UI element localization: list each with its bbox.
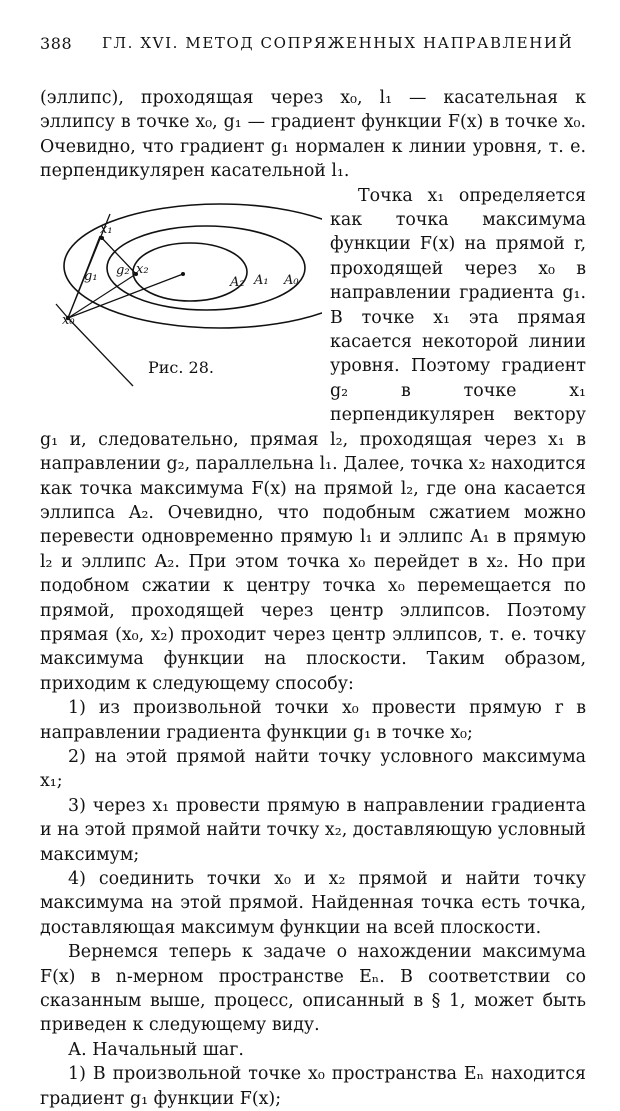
label-x1: x₁ [100, 221, 113, 237]
label-a0: A₀ [284, 272, 299, 288]
step-a-heading: А. Начальный шаг. [68, 1039, 244, 1060]
figure-28 [40, 188, 322, 410]
label-x2: x₂ [136, 261, 149, 277]
list-item-1: 1) из произвольной точки x₀ провести прямую r в направлении градиента функции g₁ в точке x₀; [40, 698, 586, 743]
paragraph-2: Точка x₁ определяется как точка максимума функции F(x) на прямой r, проходящей через x₀ в направлении градиента g₁. В точке x₁ эта прямая касается некоторой линии уровня. Поэтому градиент g₂ в точке x₁ перпендикулярен вектору g₁ и, следовательно, прямая l₂, проходящая через x₁ в направлении g₂, параллельна l₁. Далее, точка x₂ находится как точка максимума F(x) на прямой l₂, где она касается эллипса A₂. Очевидно, что подобным сжатием можно перевести одновременно прямую l₁ и эллипс A₁ в прямую l₂ и эллипс A₂. При этом точка x₀ перейдет в x₂. Но при подобном сжатии к центру точка x₀ перемещается по прямой, проходящей через центр эллипсов. Поэтому прямая (x₀, x₂) проходит через центр эллипсов, т. е. точку максимума функции на плоскости. Таким образом, приходим к следующему способу: [40, 185, 586, 694]
label-a1: A₁ [254, 272, 269, 288]
ellipse-a2 [133, 243, 247, 301]
paragraph-1: (эллипс), проходящая через x₀, l₁ — касательная к эллипсу в точке x₀, g₁ — градиент функции F(x) в точке x₀. Очевидно, что градиент g₁ нормален к линии уровня, т. е. перпендикулярен касательной l₁. [40, 88, 586, 182]
label-x0: x₀ [62, 312, 75, 328]
page-body [40, 86, 586, 1111]
label-a2: A₂ [230, 274, 245, 290]
list-item-4: 4) соединить точки x₀ и x₂ прямой и найти точку максимума на этой прямой. Найденная точка есть точка, доставляющая максимум функции на всей плоскости. [40, 869, 586, 938]
paragraph-3: Вернемся теперь к задаче о нахождении максимума F(x) в n-мерном пространстве Eₙ. В соответствии со сказанным выше, процесс, описанный в § 1, может быть приведен к следующему виду. [40, 942, 586, 1036]
list-item-3: 3) через x₁ провести прямую в направлении градиента и на этой прямой найти точку x₂, доставляющую условный максимум; [40, 795, 586, 865]
label-g2: g₂ [116, 262, 130, 278]
page-number: 388 [40, 34, 73, 53]
label-g1: g₁ [84, 268, 98, 284]
running-title: ГЛ. XVI. МЕТОД СОПРЯЖЕННЫХ НАПРАВЛЕНИЙ [102, 34, 574, 52]
list-item-2: 2) на этой прямой найти точку условного максимума x₁; [40, 746, 586, 792]
figure-caption: Рис. 28. [147, 357, 214, 377]
step-a-item-1: 1) В произвольной точке x₀ пространства Eₙ находится градиент g₁ функции F(x); [40, 1064, 586, 1109]
